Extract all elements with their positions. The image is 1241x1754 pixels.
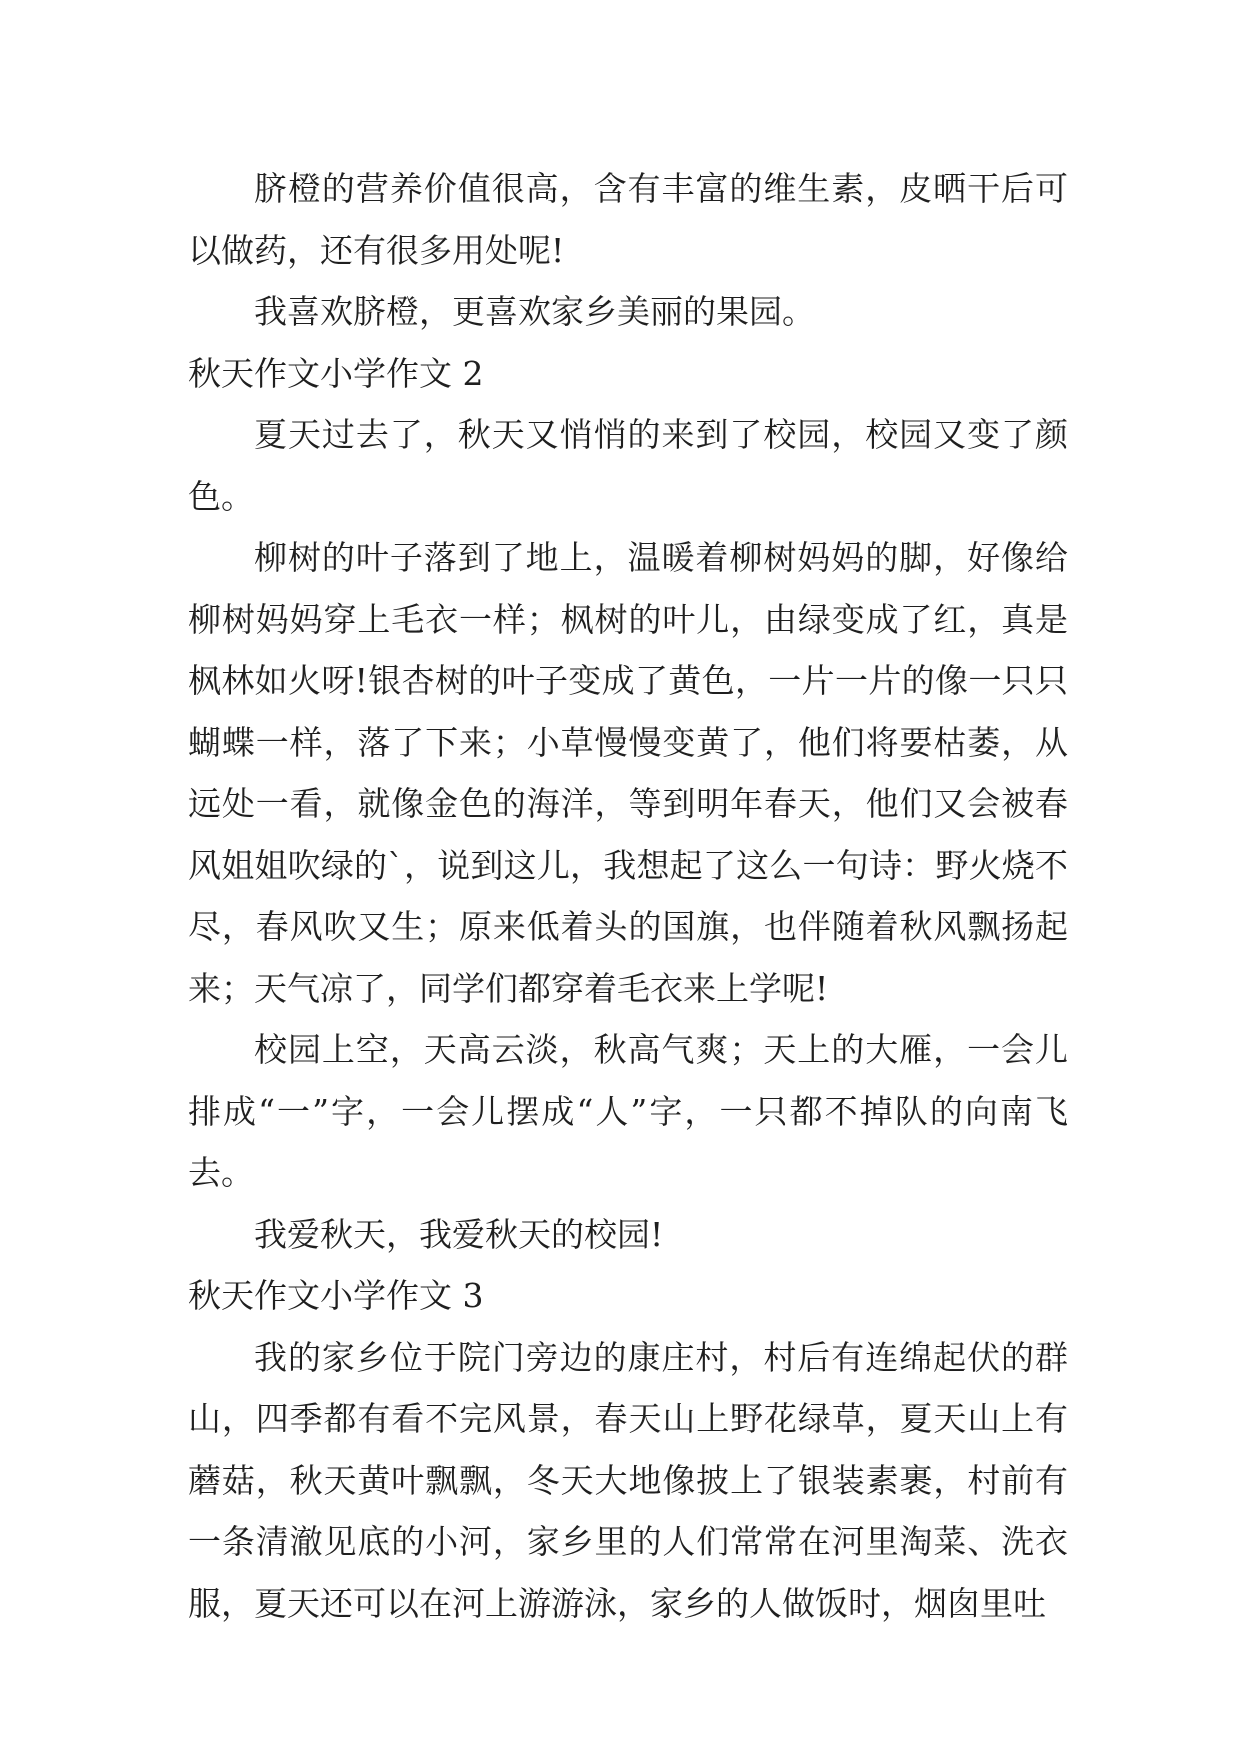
paragraph: 校园上空，天高云淡，秋高气爽；天上的大雁，一会儿排成“一”字，一会儿摆成“人”字，一只都不掉队的向南飞去。 [188,1030,1068,1192]
section-heading: 秋天作文小学作文 3 [188,1276,484,1315]
paragraph: 我爱秋天，我爱秋天的校园! [254,1214,664,1254]
paragraph: 我喜欢脐橙，更喜欢家乡美丽的果园。 [254,292,815,331]
paragraph: 柳树的叶子落到了地上，温暖着柳树妈妈的脚，好像给柳树妈妈穿上毛衣一样；枫树的叶儿，由绿变成了红，真是枫林如火呀!银杏树的叶子变成了黄色，一片一片的像一只只蝴蝶一样，落了下来；小草慢慢变黄了，他们将要枯萎，从远处一看，就像金色的海洋，等到明年春天，他们又会被春风姐姐吹绿的`，说到这儿，我想起了这么一句诗：野火烧不尽，春风吹又生；原来低着头的国旗，也伴随着秋风飘扬起来；天气凉了，同学们都穿着毛衣来上学呢! [188,538,1068,1008]
paragraph: 我的家乡位于院门旁边的康庄村，村后有连绵起伏的群山，四季都有看不完风景，春天山上野花绿草，夏天山上有蘑菇，秋天黄叶飘飘，冬天大地像披上了银装素裹，村前有一条清澈见底的小河，家乡里的人们常常在河里淘菜、洗衣服，夏天还可以在河上游游泳，家乡的人做饭时，烟囱里吐 [188,1337,1068,1623]
section-heading: 秋天作文小学作文 2 [188,353,484,393]
document-body [188,158,1068,1634]
paragraph: 夏天过去了，秋天又悄悄的来到了校园，校园又变了颜色。 [188,415,1068,516]
paragraph: 脐橙的营养价值很高，含有丰富的维生素，皮晒干后可以做药，还有很多用处呢! [188,169,1068,270]
